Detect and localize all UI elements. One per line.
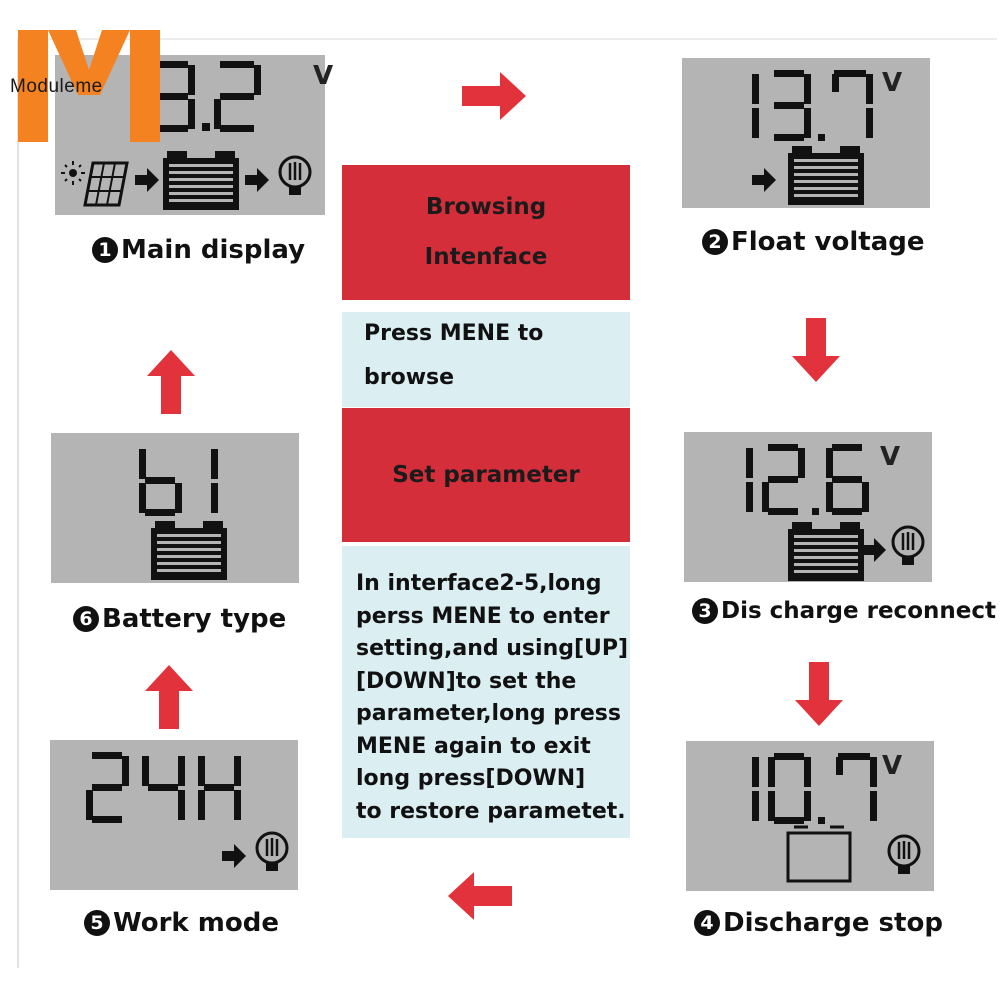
frame-line: [17, 38, 19, 968]
arrow-down-icon: [792, 318, 840, 382]
arrow-icon: [135, 168, 159, 192]
caption-float-voltage: [702, 227, 925, 257]
set-desc-line: perss MENE to enter: [356, 603, 610, 629]
unit-label: V: [880, 442, 901, 472]
battery-icon: [151, 521, 227, 580]
browsing-description: [342, 312, 630, 407]
lcd-battery-type: [51, 433, 299, 583]
frame-line-top: [17, 38, 997, 40]
lcd-float-voltage: [682, 58, 930, 208]
arrow-icon: [752, 168, 776, 192]
battery-icon: [788, 522, 864, 581]
set-desc-line: MENE again to exit: [356, 733, 591, 759]
arrow-icon: [245, 168, 269, 192]
caption-text: Discharge stop: [723, 908, 943, 938]
browse-desc-line-1: Press MENE to browse: [364, 321, 544, 390]
bulb-icon: [893, 527, 923, 565]
arrow-left-icon: [446, 872, 512, 920]
set-parameter-header: Set parameter: [342, 408, 630, 542]
seven-seg-reading: [150, 57, 300, 137]
unit-label: V: [882, 68, 903, 98]
caption-text: Battery type: [102, 604, 287, 634]
battery-icon: [788, 146, 864, 205]
lcd-reading: [150, 57, 300, 137]
unit-label: V: [313, 61, 334, 91]
caption-discharge-reconnect: [692, 598, 996, 624]
logo-text: Moduleme: [10, 76, 103, 97]
seven-seg-reading: [50, 740, 298, 890]
step-number: 5: [84, 910, 110, 936]
brand-logo: [10, 30, 160, 142]
set-desc-line: long press[DOWN]: [356, 766, 586, 791]
set-desc-line: setting,and using[UP]: [356, 636, 629, 661]
step-number: 3: [692, 598, 718, 624]
unit-label: V: [882, 751, 903, 781]
battery-icon: [163, 151, 239, 210]
empty-battery-icon: [788, 827, 850, 881]
set-parameter-description: [342, 546, 630, 838]
arrow-right-icon: [462, 72, 528, 120]
set-desc-line: to restore parametet.: [356, 798, 626, 824]
lcd-discharge-reconnect: [684, 432, 932, 582]
seven-seg-reading: [51, 433, 299, 583]
set-desc-line: parameter,long press: [356, 701, 621, 726]
arrow-icon: [222, 844, 246, 868]
caption-text: Main display: [121, 235, 306, 265]
lcd-discharge-stop: [686, 741, 934, 891]
caption-discharge-stop: [694, 908, 943, 938]
step-number: 4: [694, 910, 720, 936]
bulb-icon: [280, 157, 310, 195]
caption-work-mode: [84, 908, 279, 938]
bulb-icon: [257, 833, 287, 871]
caption-battery-type: [73, 604, 286, 634]
arrow-up-icon: [147, 350, 195, 414]
arrow-icon: [862, 538, 886, 562]
browse-title-line-1: Browsing: [425, 194, 547, 220]
set-desc-line: [DOWN]to set the: [356, 668, 577, 694]
solar-panel-icon: [61, 161, 127, 205]
step-number: 1: [92, 237, 118, 263]
set-desc-line: In interface2-5,long: [356, 571, 602, 596]
browsing-interface-header: [342, 165, 630, 300]
bulb-icon: [889, 836, 919, 874]
step-number: 2: [702, 229, 728, 255]
arrow-up-icon: [145, 665, 193, 729]
lcd-work-mode: [50, 740, 298, 890]
caption-text: Work mode: [113, 908, 279, 938]
caption-main-display: [92, 235, 305, 265]
arrow-down-icon: [795, 662, 843, 726]
step-number: 6: [73, 606, 99, 632]
caption-text: Float voltage: [731, 227, 925, 257]
browse-title-line-2: Intenface: [424, 244, 548, 270]
caption-text: Dis charge reconnect: [721, 598, 996, 624]
